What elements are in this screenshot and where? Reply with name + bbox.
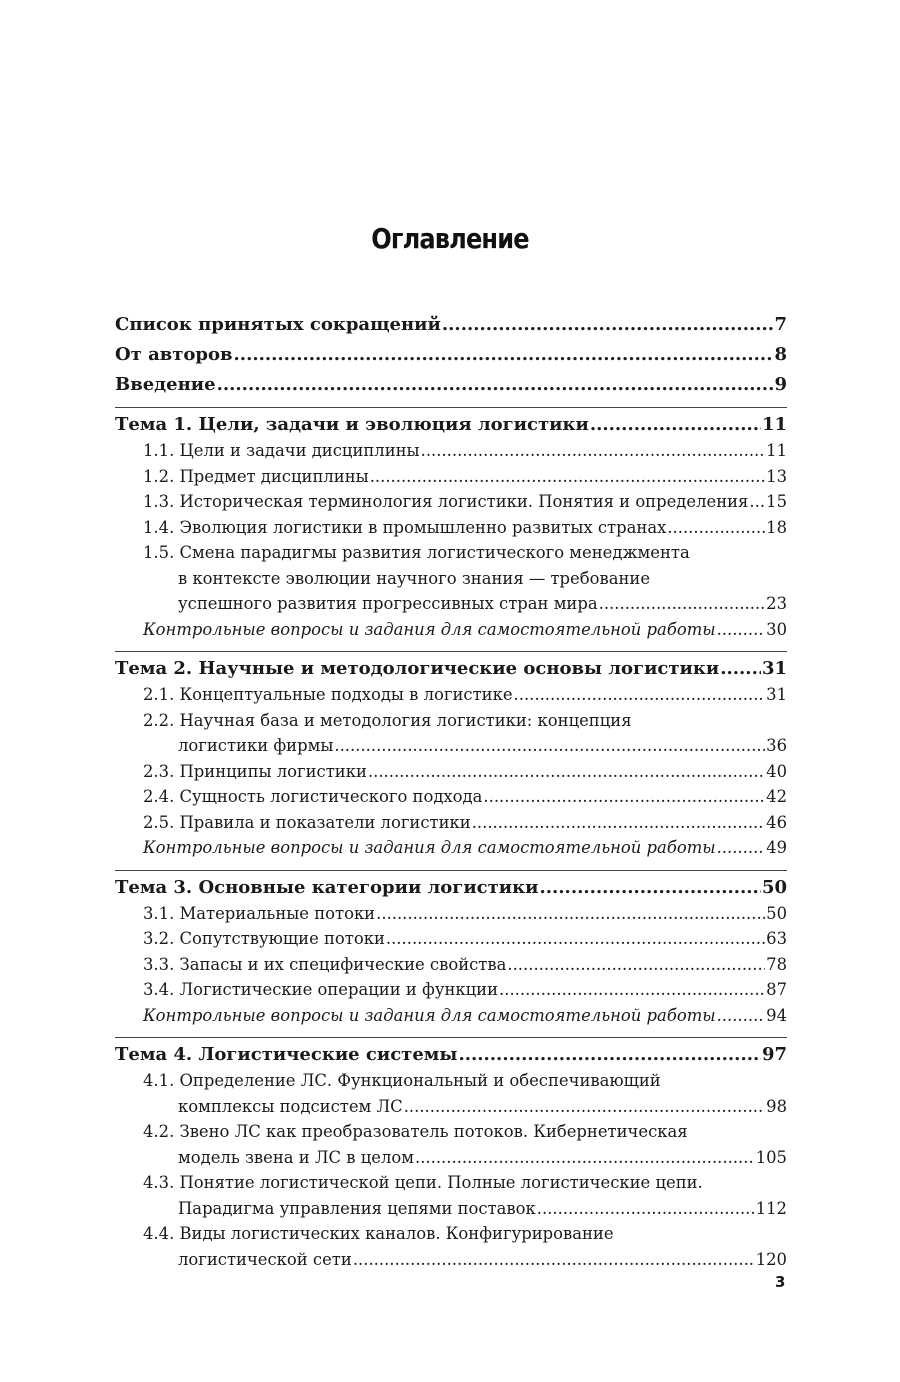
toc-section[interactable] [115,1068,787,1119]
toc-section[interactable] [115,784,787,810]
toc-page-number: 31 [766,685,787,704]
toc-section[interactable] [115,1221,787,1272]
toc-page-number: 11 [761,414,787,435]
dot-leader [217,372,774,398]
dot-leader [507,952,765,978]
toc-entry-text: 1.3. Историческая терминология логистики. Понятия и определения [143,492,749,511]
toc-entry-text: Тема 2. Научные и методологические основы логистики [115,658,720,679]
toc-page-number: 31 [761,658,787,679]
toc-entry-text: 1.2. Предмет дисциплины [143,466,369,486]
toc-section[interactable] [115,810,787,836]
toc-page-number: 78 [766,954,787,974]
toc-entry-text: Контрольные вопросы и задания для самостоятельной работы [143,619,716,639]
toc-page-number: 13 [766,466,787,486]
dot-leader [370,464,765,490]
toc-entry-text: Тема 4. Логистические системы [115,1044,458,1065]
toc-section[interactable] [115,926,787,952]
toc-chapter[interactable] [115,368,787,398]
toc-entry-text: успешного развития прогрессивных стран мира [178,594,598,613]
toc-questions[interactable] [115,835,787,861]
toc-entry-text: 1.1. Цели и задачи дисциплины [143,441,420,460]
toc-page-number: 15 [766,492,787,511]
toc-section[interactable] [115,901,787,927]
toc-section[interactable] [115,540,787,617]
toc-entry-text: 4.4. Виды логистических каналов. Конфигурирование [143,1224,614,1243]
toc-entry-text: логистической сети [178,1249,352,1269]
toc-section[interactable] [115,977,787,1003]
toc-chapter[interactable] [115,870,787,901]
toc-page-number: 120 [755,1249,787,1269]
toc-section[interactable] [115,1170,787,1221]
table-of-contents [115,308,787,1272]
toc-page-number: 23 [766,594,787,613]
dot-leader [537,1196,755,1222]
toc-questions[interactable] [115,617,787,643]
dot-leader [717,1003,766,1029]
toc-entry-text: модель звена и ЛС в целом [178,1147,414,1167]
toc-chapter[interactable] [115,338,787,368]
dot-leader [514,682,766,708]
toc-entry-text: 3.3. Запасы и их специфические свойства [143,954,507,974]
page-number: 3 [775,1273,786,1291]
toc-entry-text: Тема 1. Цели, задачи и эволюция логистики [115,414,589,435]
toc-questions[interactable] [115,1003,787,1029]
toc-entry-text: Контрольные вопросы и задания для самостоятельной работы [143,1005,716,1025]
toc-entry-text: 2.2. Научная база и методология логистики: концепция [143,710,632,730]
toc-chapter[interactable] [115,1037,787,1068]
toc-entry-text: 1.5. Смена парадигмы развития логистического менеджмента [143,543,690,562]
dot-leader [717,617,766,643]
dot-leader [442,312,774,338]
page-title: Оглавление [371,222,529,255]
toc-chapter[interactable] [115,651,787,682]
toc-page-number: 49 [766,838,787,857]
toc-entry-text: Контрольные вопросы и задания для самостоятельной работы [143,838,716,857]
dot-leader [368,759,765,785]
toc-entry-text: 2.3. Принципы логистики [143,761,367,781]
dot-leader [483,784,765,810]
toc-section[interactable] [115,489,787,515]
toc-page-number: 87 [766,980,787,999]
dot-leader [404,1094,765,1120]
toc-entry-text: 4.1. Определение ЛС. Функциональный и обеспечивающий [143,1071,661,1090]
dot-leader [421,438,766,464]
toc-entry-text: Введение [115,374,216,395]
toc-section[interactable] [115,464,787,490]
toc-entry-text: Парадигма управления цепями поставок [178,1198,536,1218]
toc-page-number: 97 [761,1044,787,1065]
toc-chapter[interactable] [115,308,787,338]
toc-entry-text: Список принятых сокращений [115,314,441,335]
dot-leader [386,926,765,952]
toc-section[interactable] [115,682,787,708]
toc-page-number: 9 [774,374,787,395]
toc-entry-text: 4.3. Понятие логистической цепи. Полные логистические цепи. [143,1173,703,1192]
toc-page-number: 105 [755,1147,787,1167]
toc-page-number: 36 [766,736,787,755]
toc-entry-text: 4.2. Звено ЛС как преобразователь потоков. Кибернетическая [143,1122,688,1141]
toc-section[interactable] [115,952,787,978]
dot-leader [717,835,766,861]
toc-section[interactable] [115,708,787,759]
toc-page-number: 11 [766,441,787,460]
dot-leader [667,515,765,541]
toc-page-number: 30 [766,619,787,639]
dot-leader [599,591,766,617]
toc-entry-text: От авторов [115,344,233,365]
toc-page-number: 63 [766,929,787,948]
dot-leader [720,656,761,682]
toc-section[interactable] [115,1119,787,1170]
toc-entry-text: Тема 3. Основные категории логистики [115,876,539,898]
dot-leader [539,875,760,901]
toc-chapter[interactable] [115,407,787,438]
toc-page-number: 50 [761,876,787,898]
toc-section[interactable] [115,515,787,541]
toc-entry-text: в контексте эволюции научного знания — требование [178,568,651,588]
toc-page-number: 42 [766,787,787,806]
dot-leader [415,1145,755,1171]
toc-page-number: 18 [766,517,787,537]
toc-page-number: 94 [766,1005,787,1025]
toc-section[interactable] [115,438,787,464]
dot-leader [234,342,774,368]
toc-entry-text: 3.2. Сопутствующие потоки [143,929,385,948]
dot-leader [353,1247,755,1273]
dot-leader [749,489,765,515]
toc-section[interactable] [115,759,787,785]
dot-leader [590,412,761,438]
toc-page-number: 40 [766,761,787,781]
toc-entry-text: 2.4. Сущность логистического подхода [143,787,483,806]
toc-entry-text: 2.1. Концептуальные подходы в логистике [143,685,513,704]
dot-leader [499,977,765,1003]
dot-leader [376,901,765,927]
toc-entry-text: 2.5. Правила и показатели логистики [143,812,471,832]
toc-entry-text: 3.1. Материальные потоки [143,903,376,923]
dot-leader [458,1042,760,1068]
toc-page-number: 98 [766,1096,787,1116]
toc-page-number: 112 [755,1198,787,1218]
toc-entry-text: 3.4. Логистические операции и функции [143,980,499,999]
toc-page-number: 50 [766,903,787,923]
toc-page-number: 7 [774,314,787,335]
dot-leader [334,733,765,759]
toc-entry-text: комплексы подсистем ЛС [178,1096,403,1116]
toc-entry-text: логистики фирмы [178,736,334,755]
dot-leader [472,810,765,836]
toc-entry-text: 1.4. Эволюция логистики в промышленно развитых странах [143,517,667,537]
toc-page-number: 8 [774,344,787,365]
toc-page-number: 46 [766,812,787,832]
